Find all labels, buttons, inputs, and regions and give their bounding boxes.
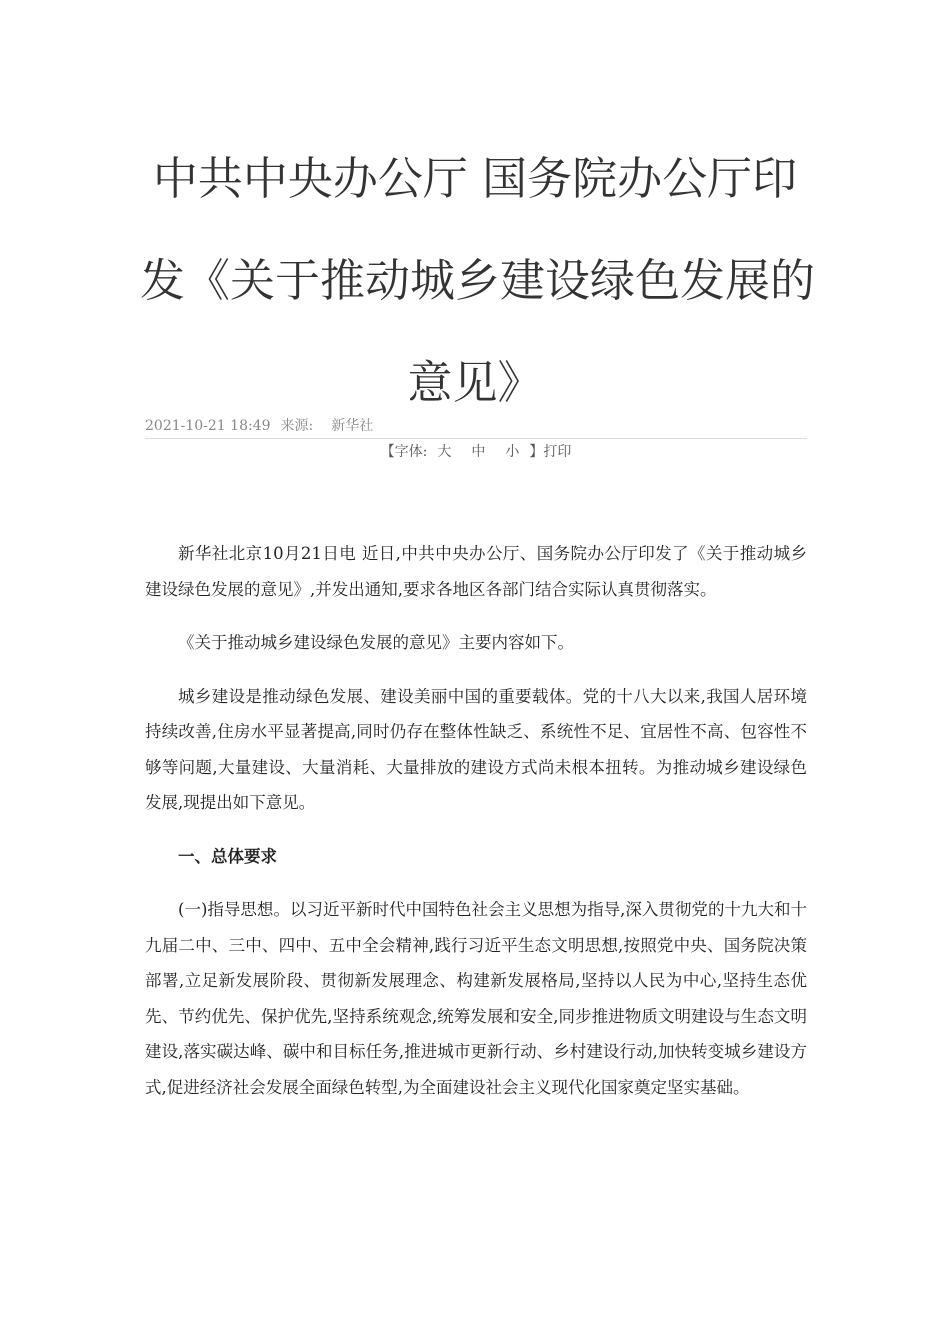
font-medium-link[interactable]: 中 [471,444,486,460]
paragraph-background: 城乡建设是推动绿色发展、建设美丽中国的重要载体。党的十八大以来,我国人居环境持续改善,住房水平显著提高,同时仍存在整体性缺乏、系统性不足、宜居性不高、包容性不够等问题,大量建设、大量消耗、大量排放的建设方式尚未根本扭转。为推动城乡建设绿色发展,现提出如下意见。 [145,686,807,812]
article-meta [145,414,807,439]
title-line-3: 意见》 [407,356,543,409]
font-large-link[interactable]: 大 [437,444,452,460]
source-name: 新华社 [331,418,374,434]
font-small-link[interactable]: 小 [505,444,520,460]
title-line-2: 发《关于推动城乡建设绿色发展的 [140,254,816,307]
font-controls-suffix: 】 [529,444,544,460]
article-body [145,536,807,1123]
paragraph-lead: 新华社北京10月21日电 近日,中共中央办公厅、国务院办公厅印发了《关于推动城乡建设绿色发展的意见》,并发出通知,要求各地区各部门结合实际认真贯彻落实。 [145,544,807,599]
paragraph-intro: 《关于推动城乡建设绿色发展的意见》主要内容如下。 [178,633,574,652]
article-title [140,128,816,434]
source-label: 来源: [280,418,314,434]
font-controls-prefix: 【字体: [380,444,428,460]
print-link[interactable]: 打印 [543,444,572,460]
paragraph-guiding-ideology: (一)指导思想。以习近平新时代中国特色社会主义思想为指导,深入贯彻党的十九大和十九届二中、三中、四中、五中全会精神,践行习近平生态文明思想,按照党中央、国务院决策部署,立足新发展阶段、贯彻新发展理念、构建新发展格局,坚持以人民为中心,坚持生态优先、节约优先、保护优先,坚持系统观念,统筹发展和安全,同步推进物质文明建设与生态文明建设,落实碳达峰、碳中和目标任务,推进城市更新行动、乡村建设行动,加快转变城乡建设方式,促进经济社会发展全面绿色转型,为全面建设社会主义现代化国家奠定坚实基础。 [145,900,807,1097]
section-heading: 一、总体要求 [178,846,277,866]
font-size-controls [145,441,807,463]
title-line-1: 中共中央办公厅 国务院办公厅印 [152,152,798,205]
publish-datetime: 2021-10-21 18:49 [145,418,271,434]
